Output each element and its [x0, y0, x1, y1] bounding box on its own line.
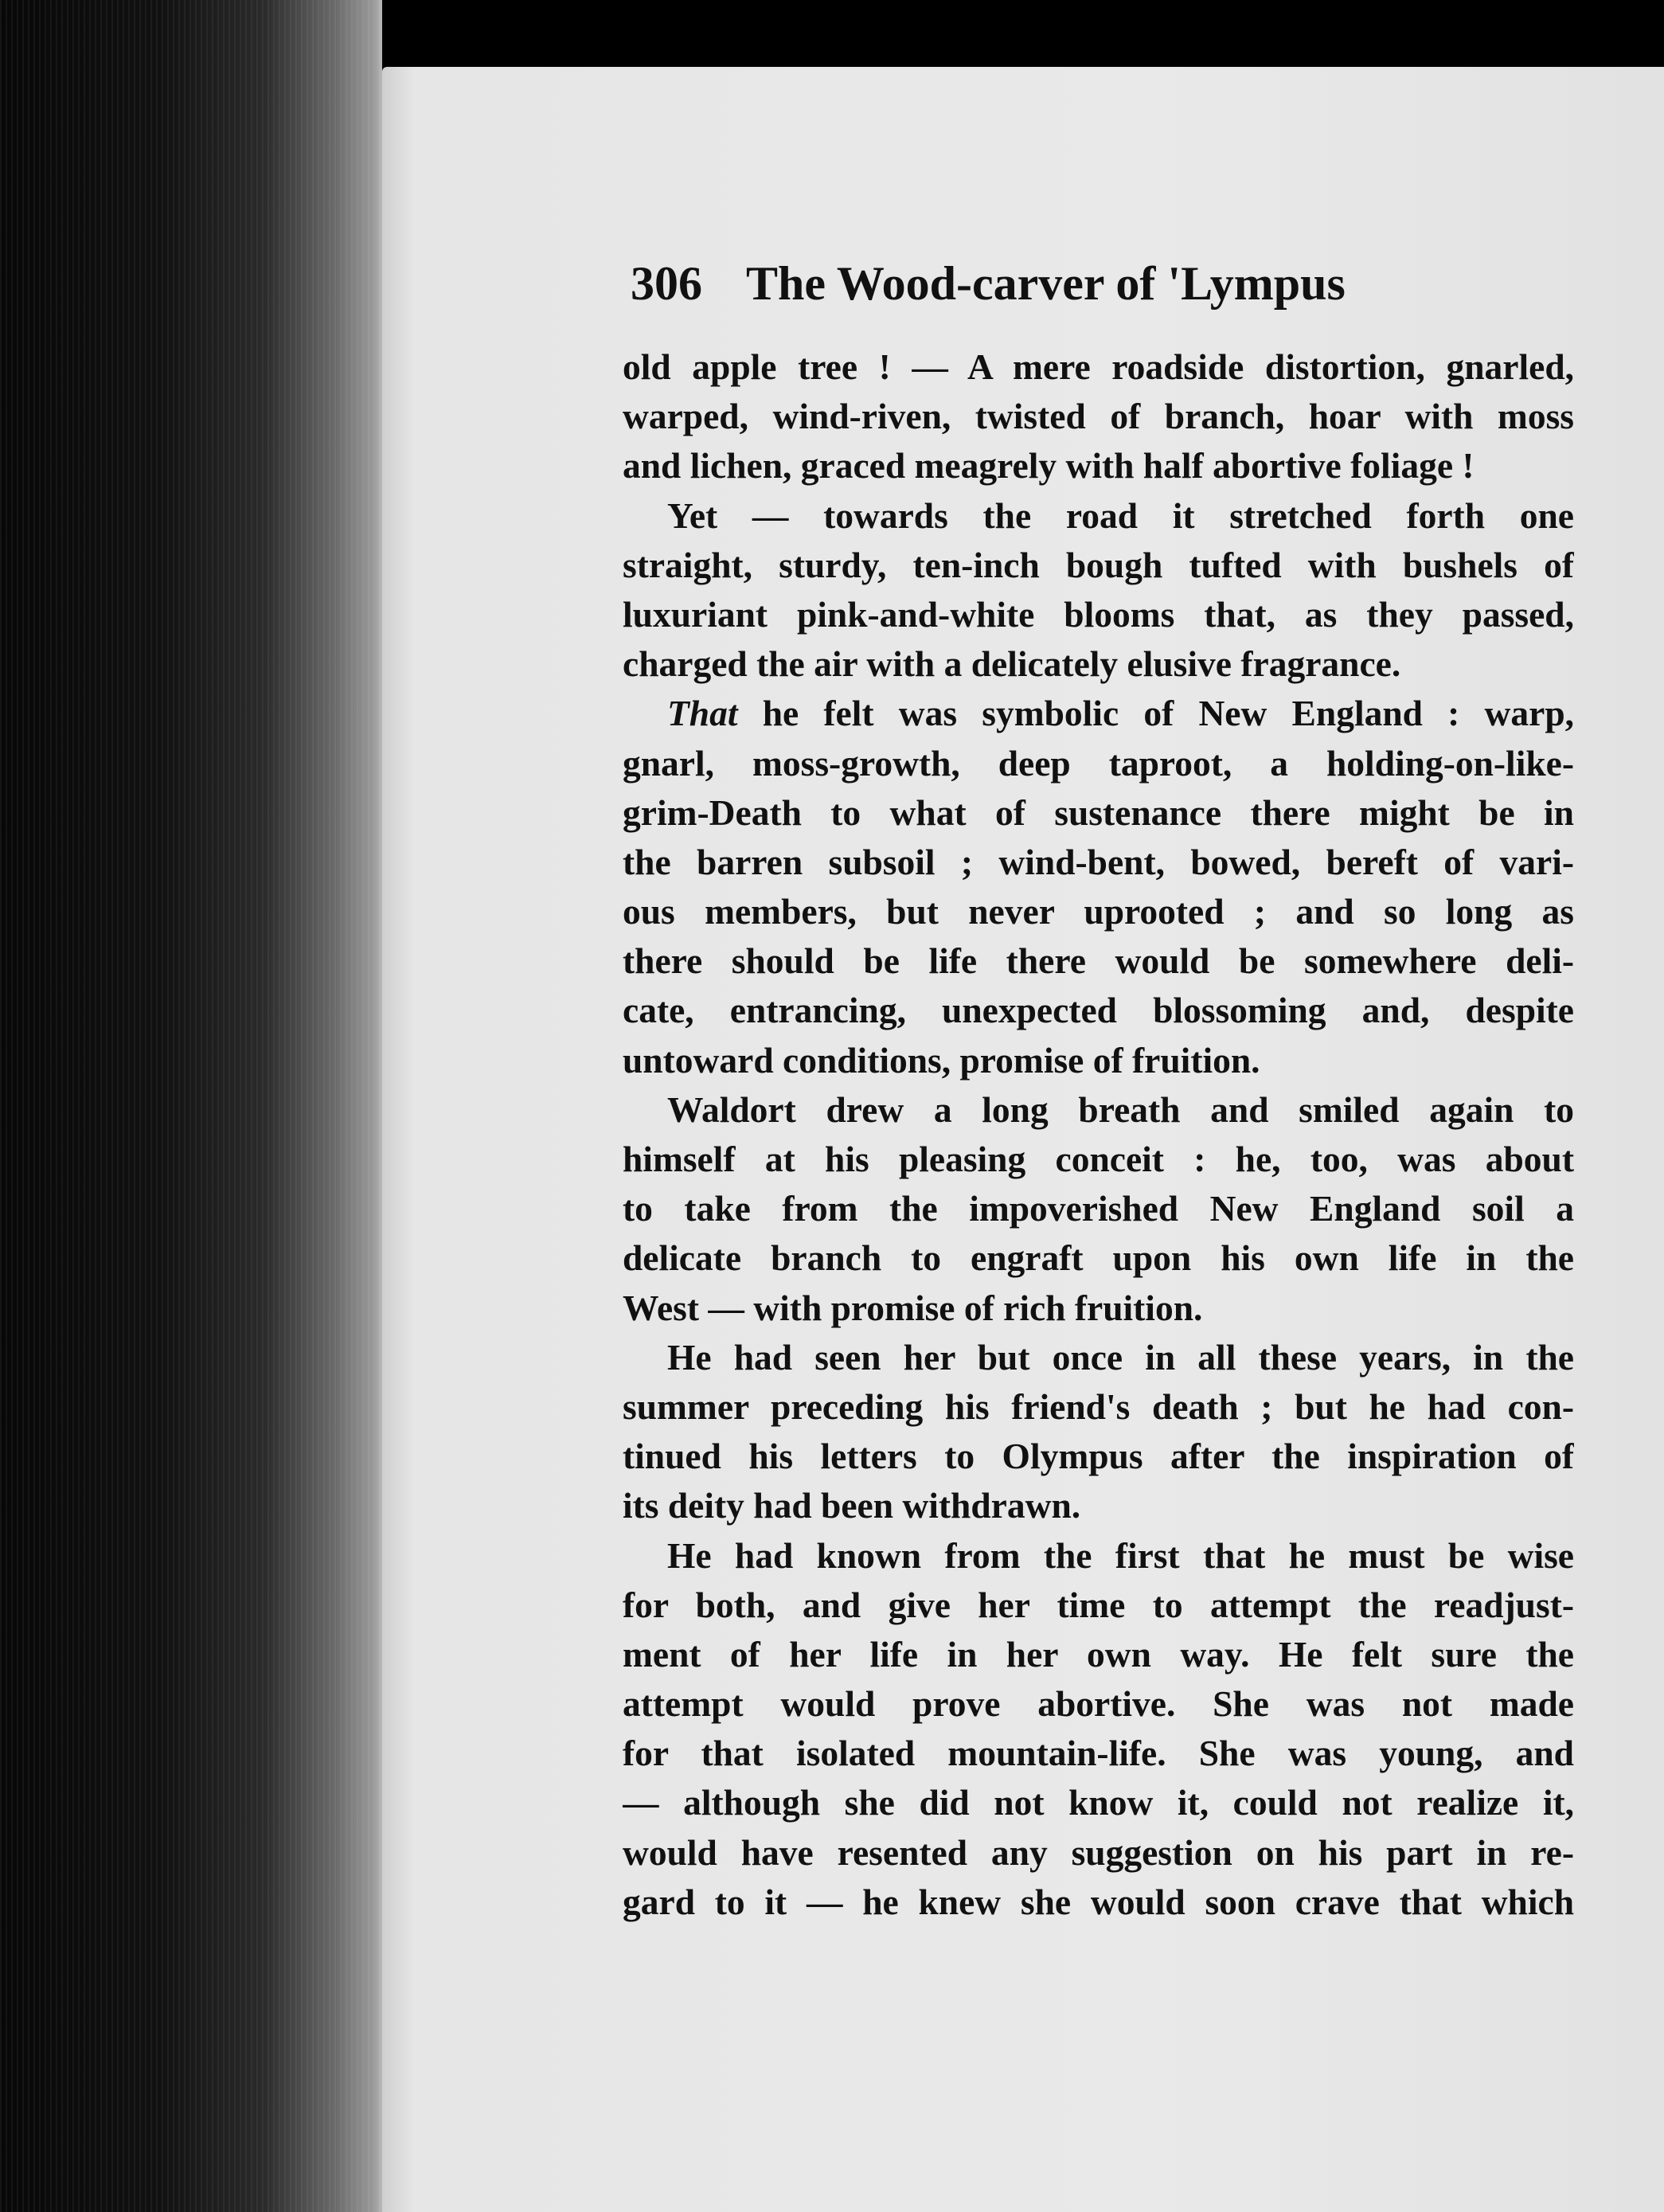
running-title: The Wood-carver of 'Lympus [746, 257, 1346, 310]
text-line: and lichen, graced meagrely with half abortive foliage ! [623, 445, 1475, 487]
text-line: to take from the impoverished New England soil a [623, 1188, 1574, 1229]
text-line: He had known from the first that he must be wise [667, 1534, 1574, 1576]
text-line: — although she did not know it, could not realize it, [623, 1782, 1574, 1823]
text-line: for both, and give her time to attempt the readjust- [623, 1584, 1574, 1625]
text-line: ment of her life in her own way. He felt sure the [623, 1633, 1574, 1675]
text-line-rest: he felt was symbolic of New England : warp, [737, 693, 1574, 734]
text-line: He had seen her but once in all these years, in the [667, 1336, 1574, 1378]
text-line: himself at his pleasing conceit : he, too, was about [623, 1139, 1574, 1179]
text-line: would have resented any suggestion on his part in re- [623, 1831, 1574, 1873]
text-line: cate, entrancing, unexpected blossoming and, despite [623, 990, 1574, 1031]
body-text [623, 342, 1574, 1927]
text-line: its deity had been withdrawn. [623, 1485, 1081, 1526]
text-line: attempt would prove abortive. She was not made [623, 1683, 1574, 1725]
text-line: luxuriant pink-and-white blooms that, as they passed, [623, 593, 1574, 635]
text-line: ous members, but never uprooted ; and so long as [623, 891, 1574, 932]
text-line: grim-Death to what of sustenance there might be in [623, 791, 1574, 833]
text-line: Waldort drew a long breath and smiled again to [667, 1088, 1574, 1130]
italic-lead-word: That [667, 693, 738, 734]
text-line [623, 689, 1574, 738]
page-header [631, 252, 1427, 315]
text-line: gnarl, moss-growth, deep taproot, a holding-on-like- [623, 742, 1574, 784]
text-line: warped, wind-riven, twisted of branch, hoar with moss [623, 396, 1574, 437]
text-line: West — with promise of rich fruition. [623, 1287, 1203, 1328]
text-line: Yet — towards the road it stretched forth one [667, 494, 1574, 536]
text-line: charged the air with a delicately elusive fragrance. [623, 643, 1401, 685]
text-line: old apple tree ! — A mere roadside distortion, gnarled, [623, 346, 1574, 387]
text-line: tinued his letters to Olympus after the inspiration of [623, 1436, 1574, 1477]
text-line: delicate branch to engraft upon his own life in the [623, 1237, 1574, 1279]
page-number: 306 [631, 257, 702, 310]
text-line: summer preceding his friend's death ; but he had con- [623, 1385, 1574, 1427]
text-line: for that isolated mountain-life. She was young, and [623, 1733, 1574, 1774]
text-line: untoward conditions, promise of fruition. [623, 1039, 1260, 1081]
book-binding-gutter [0, 0, 382, 2212]
text-line: gard to it — he knew she would soon crave that which [623, 1881, 1574, 1922]
text-line: there should be life there would be somewhere deli- [623, 940, 1574, 982]
text-line: the barren subsoil ; wind-bent, bowed, bereft of vari- [623, 841, 1574, 882]
text-line: straight, sturdy, ten-inch bough tufted with bushels of [623, 544, 1574, 585]
